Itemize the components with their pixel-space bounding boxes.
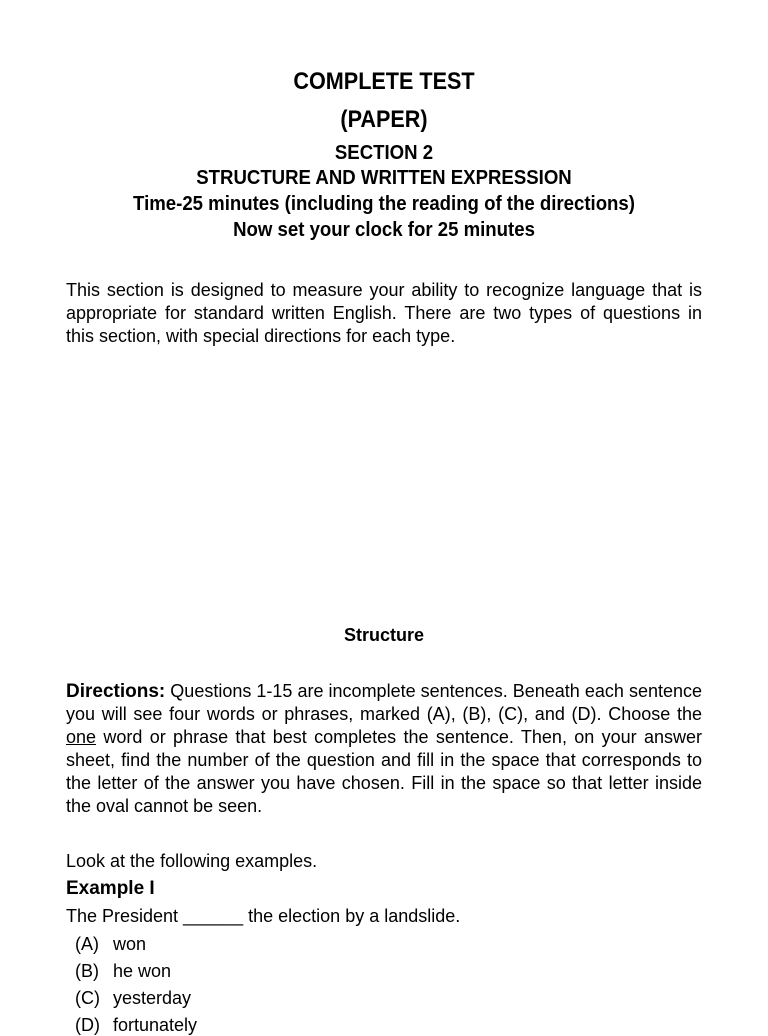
option-text: yesterday	[113, 988, 192, 1008]
option-letter: (C)	[75, 988, 100, 1008]
structure-heading: Structure	[343, 625, 424, 645]
section-number: SECTION 2	[334, 142, 434, 164]
directions-paragraph	[66, 680, 702, 818]
example-title: Example I	[66, 878, 155, 899]
option-a	[75, 934, 146, 955]
option-letter: (A)	[75, 934, 99, 954]
test-subtitle: (PAPER)	[340, 106, 428, 133]
option-text: fortunately	[113, 1015, 198, 1035]
option-letter: (B)	[75, 961, 99, 981]
clock-instruction: Now set your clock for 25 minutes	[233, 219, 535, 241]
option-text: he won	[113, 961, 172, 981]
option-d	[75, 1015, 197, 1036]
intro-paragraph: This section is designed to measure your ability to recognize language that is appropriate for standard written English. There are two types of questions in this section, with special directions for each type.	[66, 280, 702, 346]
option-b	[75, 961, 171, 982]
time-limit: Time-25 minutes (including the reading of the directions)	[133, 193, 635, 215]
directions-emphasis: one	[66, 727, 97, 747]
example-sentence: The President ______ the election by a landslide.	[66, 906, 461, 926]
directions-text-part2: word or phrase that best completes the sentence. Then, on your answer sheet, find the number of the question and fill in the space that corresponds to the letter of the answer you have chosen. Fill in the space so that letter inside the oval cannot be seen.	[66, 727, 702, 816]
option-letter: (D)	[75, 1015, 100, 1035]
directions-label: Directions:	[66, 681, 166, 702]
option-c	[75, 988, 191, 1009]
test-title: COMPLETE TEST	[293, 68, 475, 95]
option-text: won	[113, 934, 147, 954]
look-examples-text: Look at the following examples.	[66, 851, 318, 871]
section-name: STRUCTURE AND WRITTEN EXPRESSION	[196, 167, 572, 189]
directions-text-part1: Questions 1-15 are incomplete sentences. Beneath each sentence you will see four words or phrases, marked (A), (B), (C), and (D). Choose the	[66, 681, 702, 724]
